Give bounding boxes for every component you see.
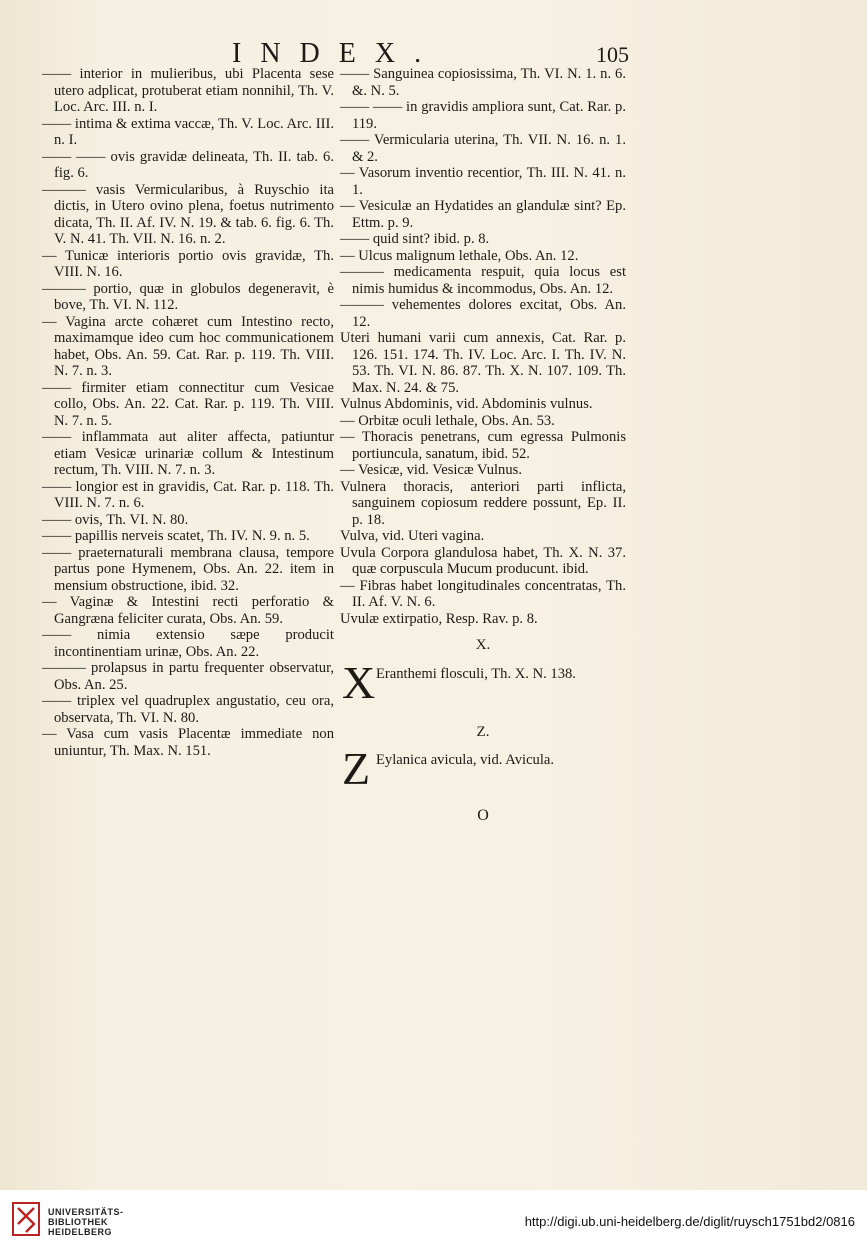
- index-entry: Vulva, vid. Uteri vagina.: [340, 528, 485, 544]
- index-entry: —— firmiter etiam connectitur cum Vesicae collo, Obs. An. 22. Cat. Rar. p. 119. Th. VIII. N. 7. n. 5.: [42, 379, 334, 429]
- index-entry: —— interior in mulieribus, ubi Placenta sese utero adplicat, protuberat etiam nonnihil, Th. V. Loc. Arc. III. n. I.: [42, 66, 334, 115]
- signature-mark: O: [477, 807, 489, 824]
- index-entry: —— nimia extensio sæpe producit incontinentiam urinæ, Obs. An. 22.: [42, 627, 334, 660]
- index-entry: —— papillis nerveis scatet, Th. IV. N. 9. n. 5.: [42, 528, 310, 544]
- index-entry: —— quid sint? ibid. p. 8.: [340, 231, 490, 247]
- page-number: 105: [596, 42, 629, 67]
- index-entry: —— Sanguinea copiosissima, Th. VI. N. 1. n. 6. &. N. 5.: [340, 66, 626, 99]
- index-entry: ——— vehementes dolores excitat, Obs. An. 12.: [340, 297, 626, 330]
- index-entry: ——— prolapsus in partu frequenter observatur, Obs. An. 25.: [42, 660, 334, 693]
- index-entry: ——— vasis Vermicularibus, à Ruyschio ita dictis, in Utero ovino plena, foetus nutrimento dicata, Th. II. Af. IV. N. 19. & tab. 6. fig. 6. Th. V. N. 41. Th. VII. N. 16. n. 2.: [42, 181, 334, 247]
- section-x-entry: [340, 656, 626, 714]
- index-entry: — Vasa cum vasis Placentæ immediate non uniuntur, Th. Max. N. 151.: [42, 726, 334, 759]
- section-z-entry: [340, 743, 626, 800]
- section-letter-x: X.: [475, 637, 491, 653]
- section-letter-z: Z.: [476, 723, 490, 740]
- index-entry: —— —— ovis gravidæ delineata, Th. II. tab. 6. fig. 6.: [42, 148, 334, 181]
- library-logo-icon: [12, 1202, 40, 1236]
- index-entry: —— ovis, Th. VI. N. 80.: [42, 511, 189, 528]
- drop-initial-x: X: [342, 656, 376, 708]
- section-x-text: Eranthemi flosculi, Th. X. N. 138.: [376, 665, 576, 682]
- index-entry: Vulnera thoracis, anteriori parti inflicta, sanguinem copiosum reddere possunt, Ep. II. p. 18.: [340, 478, 626, 528]
- index-entry: Uteri humani varii cum annexis, Cat. Rar. p. 126. 151. 174. Th. IV. Loc. Arc. I. Th. IV. N. 53. Th. VI. N. 86. 87. Th. X. N. 107. 109. Th. Max. N. 24. & 75.: [340, 330, 626, 396]
- index-entry: —— triplex vel quadruplex angustatio, ceu ora, observata, Th. VI. N. 80.: [42, 693, 334, 726]
- index-entry: — Tunicæ interioris portio ovis gravidæ, Th. VIII. N. 16.: [42, 247, 334, 280]
- index-entry: — Vagina arcte cohæret cum Intestino recto, maximamque ideo cum hoc communicationem habet, Obs. An. 59. Cat. Rar. p. 119. Th. VIII. N. 7. n. 3.: [42, 313, 334, 379]
- index-entry: —— Vermicularia uterina, Th. VII. N. 16. n. 1. & 2.: [340, 132, 626, 165]
- index-entry: —— —— in gravidis ampliora sunt, Cat. Rar. p. 119.: [340, 99, 626, 132]
- library-name-line: BIBLIOTHEK: [48, 1217, 108, 1227]
- source-url-link[interactable]: http://digi.ub.uni-heidelberg.de/diglit/ruysch1751bd2/0816: [524, 1214, 855, 1229]
- index-entry: ——— medicamenta respuit, quia locus est nimis humidus & incommodus, Obs. An. 12.: [340, 264, 626, 297]
- left-column: [42, 66, 334, 759]
- index-entry: —— praeternaturali membrana clausa, tempore partus pone Hymenem, Obs. An. 22. item in mensium obstructione, ibid. 32.: [42, 544, 334, 594]
- index-entry: — Vaginæ & Intestini recti perforatio & Gangræna feliciter curata, Obs. An. 59.: [42, 594, 334, 627]
- drop-initial-z: Z: [342, 743, 371, 794]
- index-entry: — Thoracis penetrans, cum egressa Pulmonis portiuncula, sanatum, ibid. 52.: [340, 429, 626, 462]
- index-entry: ——— portio, quæ in globulos degeneravit, è bove, Th. VI. N. 112.: [42, 280, 334, 313]
- library-name-line: HEIDELBERG: [48, 1227, 113, 1237]
- index-entry: — Ulcus malignum lethale, Obs. An. 12.: [340, 247, 579, 264]
- index-entry: — Vasorum inventio recentior, Th. III. N. 41. n. 1.: [340, 165, 626, 198]
- viewer-footer: [0, 1190, 867, 1258]
- section-z-text: Eylanica avicula, vid. Avicula.: [376, 752, 555, 768]
- index-entry: Vulnus Abdominis, vid. Abdominis vulnus.: [340, 396, 593, 412]
- index-entry: — Vesiculæ an Hydatides an glandulæ sint? Ep. Ettm. p. 9.: [340, 198, 626, 231]
- index-entry: —— longior est in gravidis, Cat. Rar. p. 118. Th. VIII. N. 7. n. 6.: [42, 478, 334, 511]
- index-entry: — Fibras habet longitudinales concentratas, Th. II. Af. V. N. 6.: [340, 577, 626, 610]
- index-entry: —— inflammata aut aliter affecta, patiuntur etiam Vesicæ urinariæ collum & Intestinum rectum, Th. VIII. N. 7. n. 3.: [42, 429, 334, 478]
- index-entry: — Orbitæ oculi lethale, Obs. An. 53.: [340, 412, 555, 429]
- index-entry: Uvula Corpora glandulosa habet, Th. X. N. 37. quæ corpuscula Mucum producunt. ibid.: [340, 544, 626, 577]
- right-column: [340, 66, 626, 825]
- library-name-line: UNIVERSITÄTS-: [48, 1207, 124, 1217]
- index-entry: — Vesicæ, vid. Vesicæ Vulnus.: [340, 462, 522, 478]
- index-entry: Uvulæ extirpatio, Resp. Rav. p. 8.: [340, 610, 538, 627]
- index-entry: —— intima & extima vaccæ, Th. V. Loc. Arc. III. n. I.: [42, 115, 334, 148]
- index-title: INDEX.: [232, 38, 441, 69]
- library-name: [48, 1207, 124, 1237]
